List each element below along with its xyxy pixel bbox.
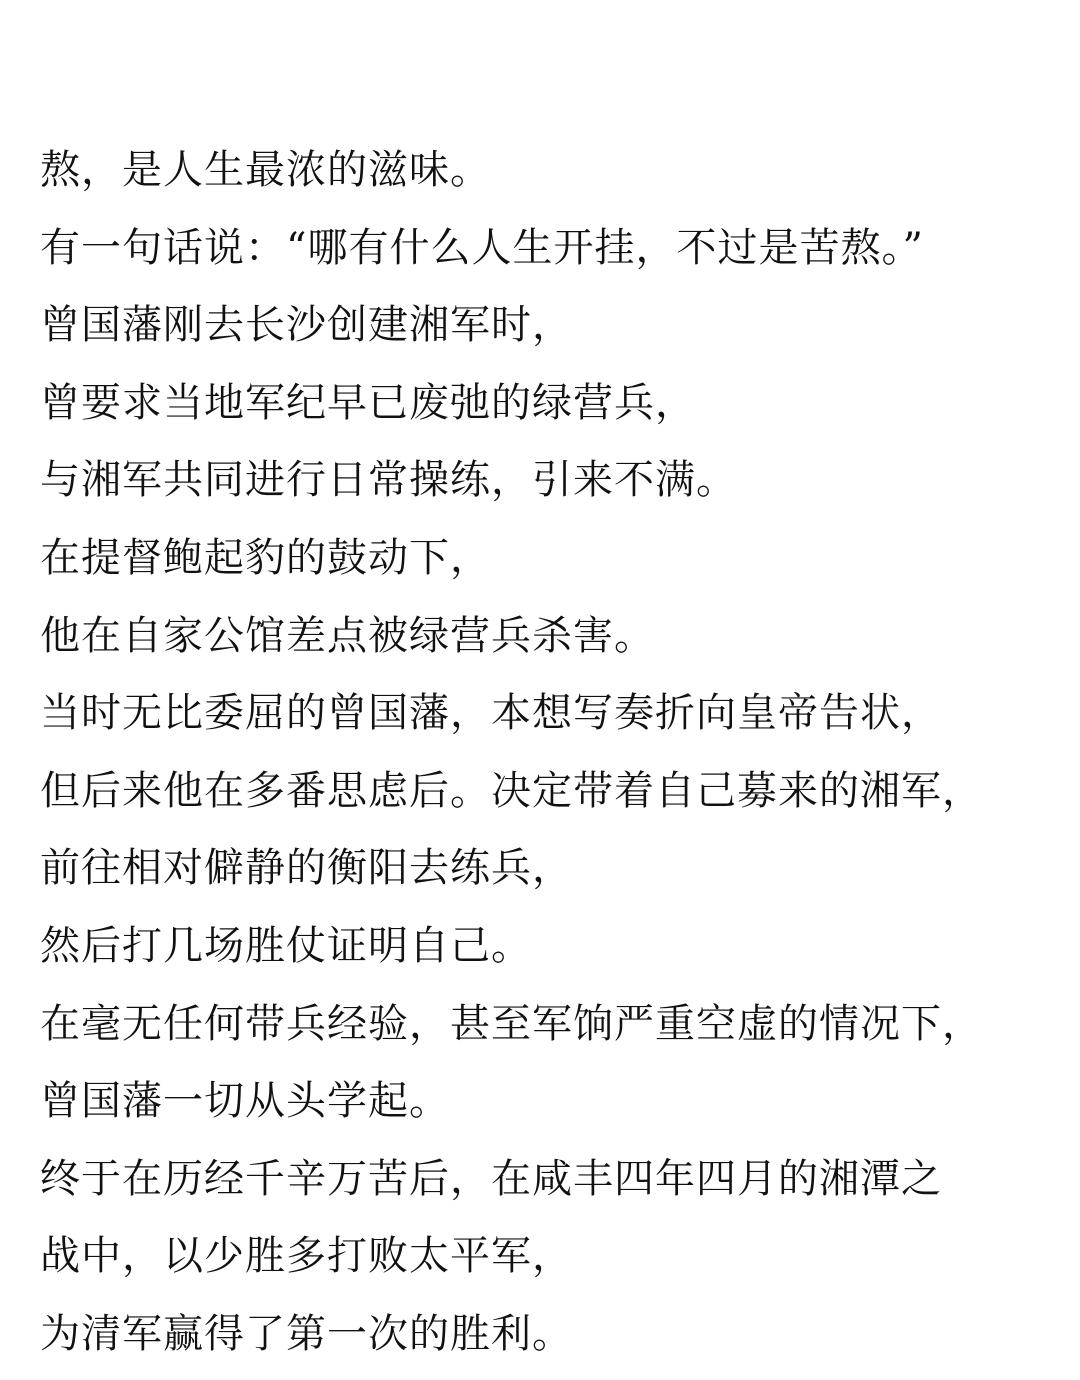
text-line: 有一句话说：“哪有什么人生开挂，不过是苦熬。” — [40, 224, 924, 271]
text-line: 前往相对僻静的衡阳去练兵， — [40, 845, 573, 892]
text-line: 在毫无任何带兵经验，甚至军饷严重空虚的情况下， — [40, 1000, 983, 1047]
text-line: 他在自家公馆差点被绿营兵杀害。 — [40, 612, 655, 659]
text-line: 然后打几场胜仗证明自己。 — [40, 922, 532, 969]
article-text — [40, 132, 1060, 1374]
text-line: 为清军赢得了第一次的胜利。 — [40, 1310, 573, 1357]
text-line: 但后来他在多番思虑后。决定带着自己募来的湘军， — [40, 767, 983, 814]
text-line: 曾国藩一切从头学起。 — [40, 1078, 450, 1125]
text-line: 当时无比委屈的曾国藩，本想写奏折向皇帝告状， — [40, 690, 942, 737]
text-line: 与湘军共同进行日常操练，引来不满。 — [40, 457, 737, 504]
text-line: 在提督鲍起豹的鼓动下， — [40, 534, 491, 581]
text-line: 战中，以少胜多打败太平军， — [40, 1233, 573, 1280]
text-line: 熬，是人生最浓的滋味。 — [40, 147, 491, 193]
text-line: 曾要求当地军纪早已废弛的绿营兵， — [40, 379, 696, 426]
text-line: 终于在历经千辛万苦后，在咸丰四年四月的湘潭之 — [40, 1155, 942, 1202]
text-line: 曾国藩刚去长沙创建湘军时， — [40, 302, 573, 349]
